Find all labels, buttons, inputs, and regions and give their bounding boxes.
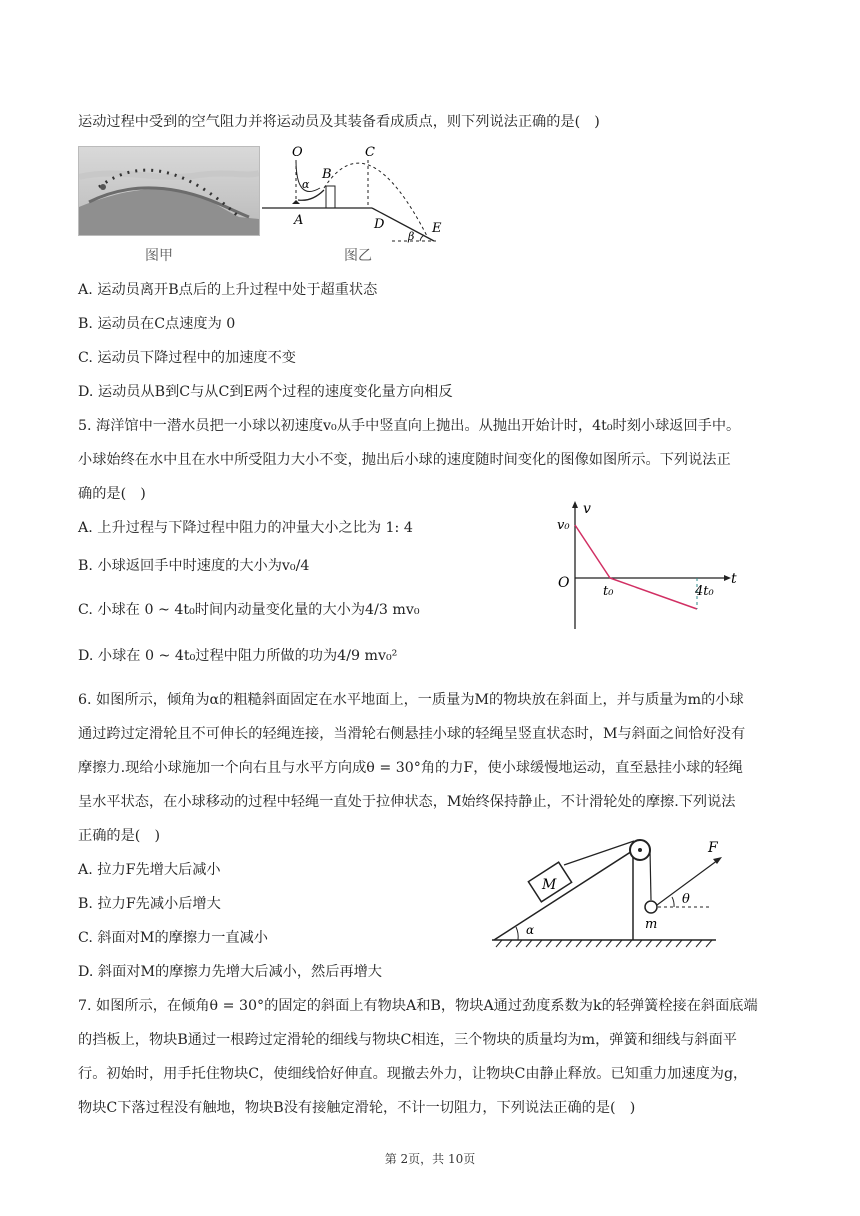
incline-pulley-diagram bbox=[488, 830, 728, 955]
t0-label: t₀ bbox=[603, 584, 614, 599]
label-D: D bbox=[374, 217, 385, 232]
figure-caption-left: 图甲 bbox=[145, 248, 173, 264]
page-footer: 第 2页，共 10页 bbox=[384, 1152, 476, 1166]
intro-line: 运动过程中受到的空气阻力并将运动员及其装备看成质点，则下列说法正确的是( ) bbox=[78, 114, 600, 130]
4t0-label: 4t₀ bbox=[695, 584, 714, 599]
q5-option-a: A. 上升过程与下降过程中阻力的冲量大小之比为 1: 4 bbox=[78, 520, 413, 536]
label-C: C bbox=[365, 145, 375, 160]
q6-option-c: C. 斜面对M的摩擦力一直减小 bbox=[78, 930, 268, 946]
theta-label: θ bbox=[682, 892, 690, 907]
q5-stem-line-3: 确的是( ) bbox=[78, 486, 146, 502]
q5-option-c: C. 小球在 0 ~ 4t₀时间内动量变化量的大小为4/3 mv₀ bbox=[78, 602, 420, 618]
label-A: A bbox=[294, 213, 304, 228]
alpha-label: α bbox=[526, 923, 535, 937]
q6-stem-line-1: 6. 如图所示，倾角为α的粗糙斜面固定在水平地面上，一质量为M的物块放在斜面上，并与质量为m的小球 bbox=[78, 692, 744, 708]
q6-option-b: B. 拉力F先减小后增大 bbox=[78, 896, 221, 912]
q4-option-d: D. 运动员从B到C与从C到E两个过程的速度变化量方向相反 bbox=[78, 384, 453, 400]
v0-label: v₀ bbox=[557, 518, 570, 533]
block-M-label: M bbox=[542, 877, 557, 893]
q5-option-b: B. 小球返回手中时速度的大小为v₀/4 bbox=[78, 558, 310, 574]
label-B: B bbox=[322, 167, 332, 182]
q5-stem-line-2: 小球始终在水中且在水中所受阻力大小不变，抛出后小球的速度随时间变化的图像如图所示。下列说法正 bbox=[78, 452, 731, 468]
label-alpha: α bbox=[302, 178, 310, 191]
q6-stem-line-2: 通过跨过定滑轮且不可伸长的轻绳连接，当滑轮右侧悬挂小球的轻绳呈竖直状态时，M与斜面之间恰好没有 bbox=[78, 726, 746, 742]
q7-stem-line-4: 物块C下落过程没有触地，物块B没有接触定滑轮，不计一切阻力，下列说法正确的是( ) bbox=[78, 1100, 636, 1116]
trajectory-diagram bbox=[262, 140, 452, 250]
velocity-time-graph bbox=[555, 497, 745, 637]
label-beta: β bbox=[408, 230, 415, 243]
q6-stem-line-5: 正确的是( ) bbox=[78, 828, 161, 844]
force-F-label: F bbox=[708, 840, 718, 856]
v-axis-label: v bbox=[583, 501, 591, 517]
t-axis-label: t bbox=[731, 571, 737, 587]
q7-stem-line-3: 行。初始时，用手托住物块C，使细线恰好伸直。现撤去外力，让物块C由静止释放。已知重力加速度为g， bbox=[78, 1066, 748, 1082]
q5-stem-line-1: 5. 海洋馆中一潜水员把一小球以初速度v₀从手中竖直向上抛出。从抛出开始计时，4t₀时刻小球返回手中。 bbox=[78, 418, 741, 434]
ball-m-label: m bbox=[645, 917, 658, 932]
q7-stem-line-2: 的挡板上，物块B通过一根跨过定滑轮的细线与物块C相连，三个物块的质量均为m，弹簧和细线与斜面平 bbox=[78, 1032, 737, 1048]
ski-jump-photo bbox=[78, 146, 260, 236]
origin-label: O bbox=[558, 575, 570, 591]
label-O: O bbox=[292, 145, 303, 160]
q6-option-d: D. 斜面对M的摩擦力先增大后减小，然后再增大 bbox=[78, 964, 382, 980]
label-E: E bbox=[432, 221, 442, 236]
q6-option-a: A. 拉力F先增大后减小 bbox=[78, 862, 221, 878]
q5-option-d: D. 小球在 0 ~ 4t₀过程中阻力所做的功为4/9 mv₀² bbox=[78, 648, 398, 664]
q4-option-b: B. 运动员在C点速度为 0 bbox=[78, 316, 236, 332]
q4-option-a: A. 运动员离开B点后的上升过程中处于超重状态 bbox=[78, 282, 378, 298]
q6-stem-line-4: 呈水平状态，在小球移动的过程中轻绳一直处于拉伸状态，M始终保持静止，不计滑轮处的摩擦.下列说法 bbox=[78, 794, 736, 810]
q4-option-c: C. 运动员下降过程中的加速度不变 bbox=[78, 350, 296, 366]
q6-stem-line-3: 摩擦力.现给小球施加一个向右且与水平方向成θ = 30°角的力F，使小球缓慢地运动，直至悬挂小球的轻绳 bbox=[78, 760, 743, 776]
figure-caption-right: 图乙 bbox=[344, 248, 372, 264]
q7-stem-line-1: 7. 如图所示，在倾角θ = 30°的固定的斜面上有物块A和B，物块A通过劲度系数为k的轻弹簧栓接在斜面底端 bbox=[78, 998, 758, 1014]
